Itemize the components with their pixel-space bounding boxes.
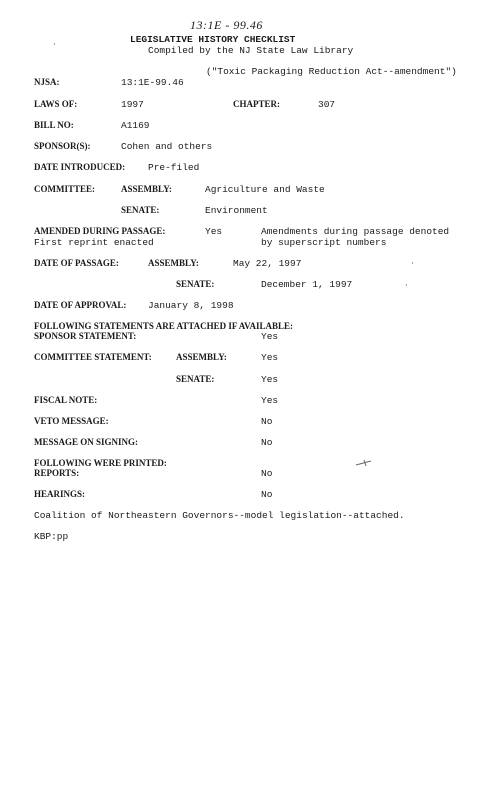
committee-assembly-label: ASSEMBLY: xyxy=(121,184,172,194)
fiscal-note-label: FISCAL NOTE: xyxy=(34,395,98,405)
committee-assembly-value: Agriculture and Waste xyxy=(205,184,325,195)
chapter-label: CHAPTER: xyxy=(233,99,280,109)
veto-message-value: No xyxy=(261,416,273,427)
coalition-note: Coalition of Northeastern Governors--model legislation--attached. xyxy=(34,510,405,521)
hearings-value: No xyxy=(261,489,273,500)
sponsors-value: Cohen and others xyxy=(121,141,213,152)
date-of-approval-value: January 8, 1998 xyxy=(148,300,234,311)
amended-note-line2: by superscript numbers xyxy=(261,237,387,248)
scan-speck: · xyxy=(404,281,409,290)
amended-note-line1: Amendments during passage denoted xyxy=(261,226,450,237)
amended-value: Yes xyxy=(205,226,223,237)
amended-label: AMENDED DURING PASSAGE: xyxy=(34,226,166,236)
initials: KBP:pp xyxy=(34,531,69,542)
committee-statement-assembly-label: ASSEMBLY: xyxy=(176,352,227,362)
njsa-label: NJSA: xyxy=(34,77,60,87)
page-subtitle: Compiled by the NJ State Law Library xyxy=(148,45,354,56)
passage-senate-label: SENATE: xyxy=(176,279,215,289)
date-of-passage-label: DATE OF PASSAGE: xyxy=(34,258,119,268)
veto-message-label: VETO MESSAGE: xyxy=(34,416,109,426)
message-on-signing-value: No xyxy=(261,437,273,448)
committee-statement-label: COMMITTEE STATEMENT: xyxy=(34,352,152,362)
bill-no-value: A1169 xyxy=(121,120,150,131)
bill-no-label: BILL NO: xyxy=(34,120,74,130)
hearings-label: HEARINGS: xyxy=(34,489,86,499)
act-title: ("Toxic Packaging Reduction Act--amendment") xyxy=(206,66,457,77)
sponsors-label: SPONSOR(S): xyxy=(34,141,91,151)
committee-label: COMMITTEE: xyxy=(34,184,96,194)
reports-value: No xyxy=(261,468,273,479)
committee-statement-assembly-value: Yes xyxy=(261,352,279,363)
passage-senate-value: December 1, 1997 xyxy=(261,279,353,290)
following-statements-heading: FOLLOWING STATEMENTS ARE ATTACHED IF AVAILABLE: xyxy=(34,321,293,331)
committee-senate-value: Environment xyxy=(205,205,268,216)
committee-senate-label: SENATE: xyxy=(121,205,160,215)
following-printed-heading: FOLLOWING WERE PRINTED: xyxy=(34,458,167,468)
reprint-note: First reprint enacted xyxy=(34,237,154,248)
sponsor-statement-label: SPONSOR STATEMENT: xyxy=(34,331,137,341)
scan-speck: · xyxy=(410,259,415,268)
page-title: LEGISLATIVE HISTORY CHECKLIST xyxy=(130,34,296,45)
date-of-approval-label: DATE OF APPROVAL: xyxy=(34,300,127,310)
scan-speck: · xyxy=(52,40,57,49)
date-introduced-value: Pre-filed xyxy=(148,162,200,173)
message-on-signing-label: MESSAGE ON SIGNING: xyxy=(34,437,139,447)
passage-assembly-value: May 22, 1997 xyxy=(233,258,302,269)
date-introduced-label: DATE INTRODUCED: xyxy=(34,162,126,172)
passage-assembly-label: ASSEMBLY: xyxy=(148,258,199,268)
handwritten-number: 13:1E - 99.46 xyxy=(190,18,263,32)
reports-label: REPORTS: xyxy=(34,468,80,478)
sponsor-statement-value: Yes xyxy=(261,331,279,342)
pen-mark xyxy=(355,458,373,468)
committee-statement-senate-value: Yes xyxy=(261,374,279,385)
chapter-value: 307 xyxy=(318,99,336,110)
committee-statement-senate-label: SENATE: xyxy=(176,374,215,384)
fiscal-note-value: Yes xyxy=(261,395,279,406)
laws-of-label: LAWS OF: xyxy=(34,99,78,109)
njsa-value: 13:1E-99.46 xyxy=(121,77,184,88)
laws-of-value: 1997 xyxy=(121,99,144,110)
